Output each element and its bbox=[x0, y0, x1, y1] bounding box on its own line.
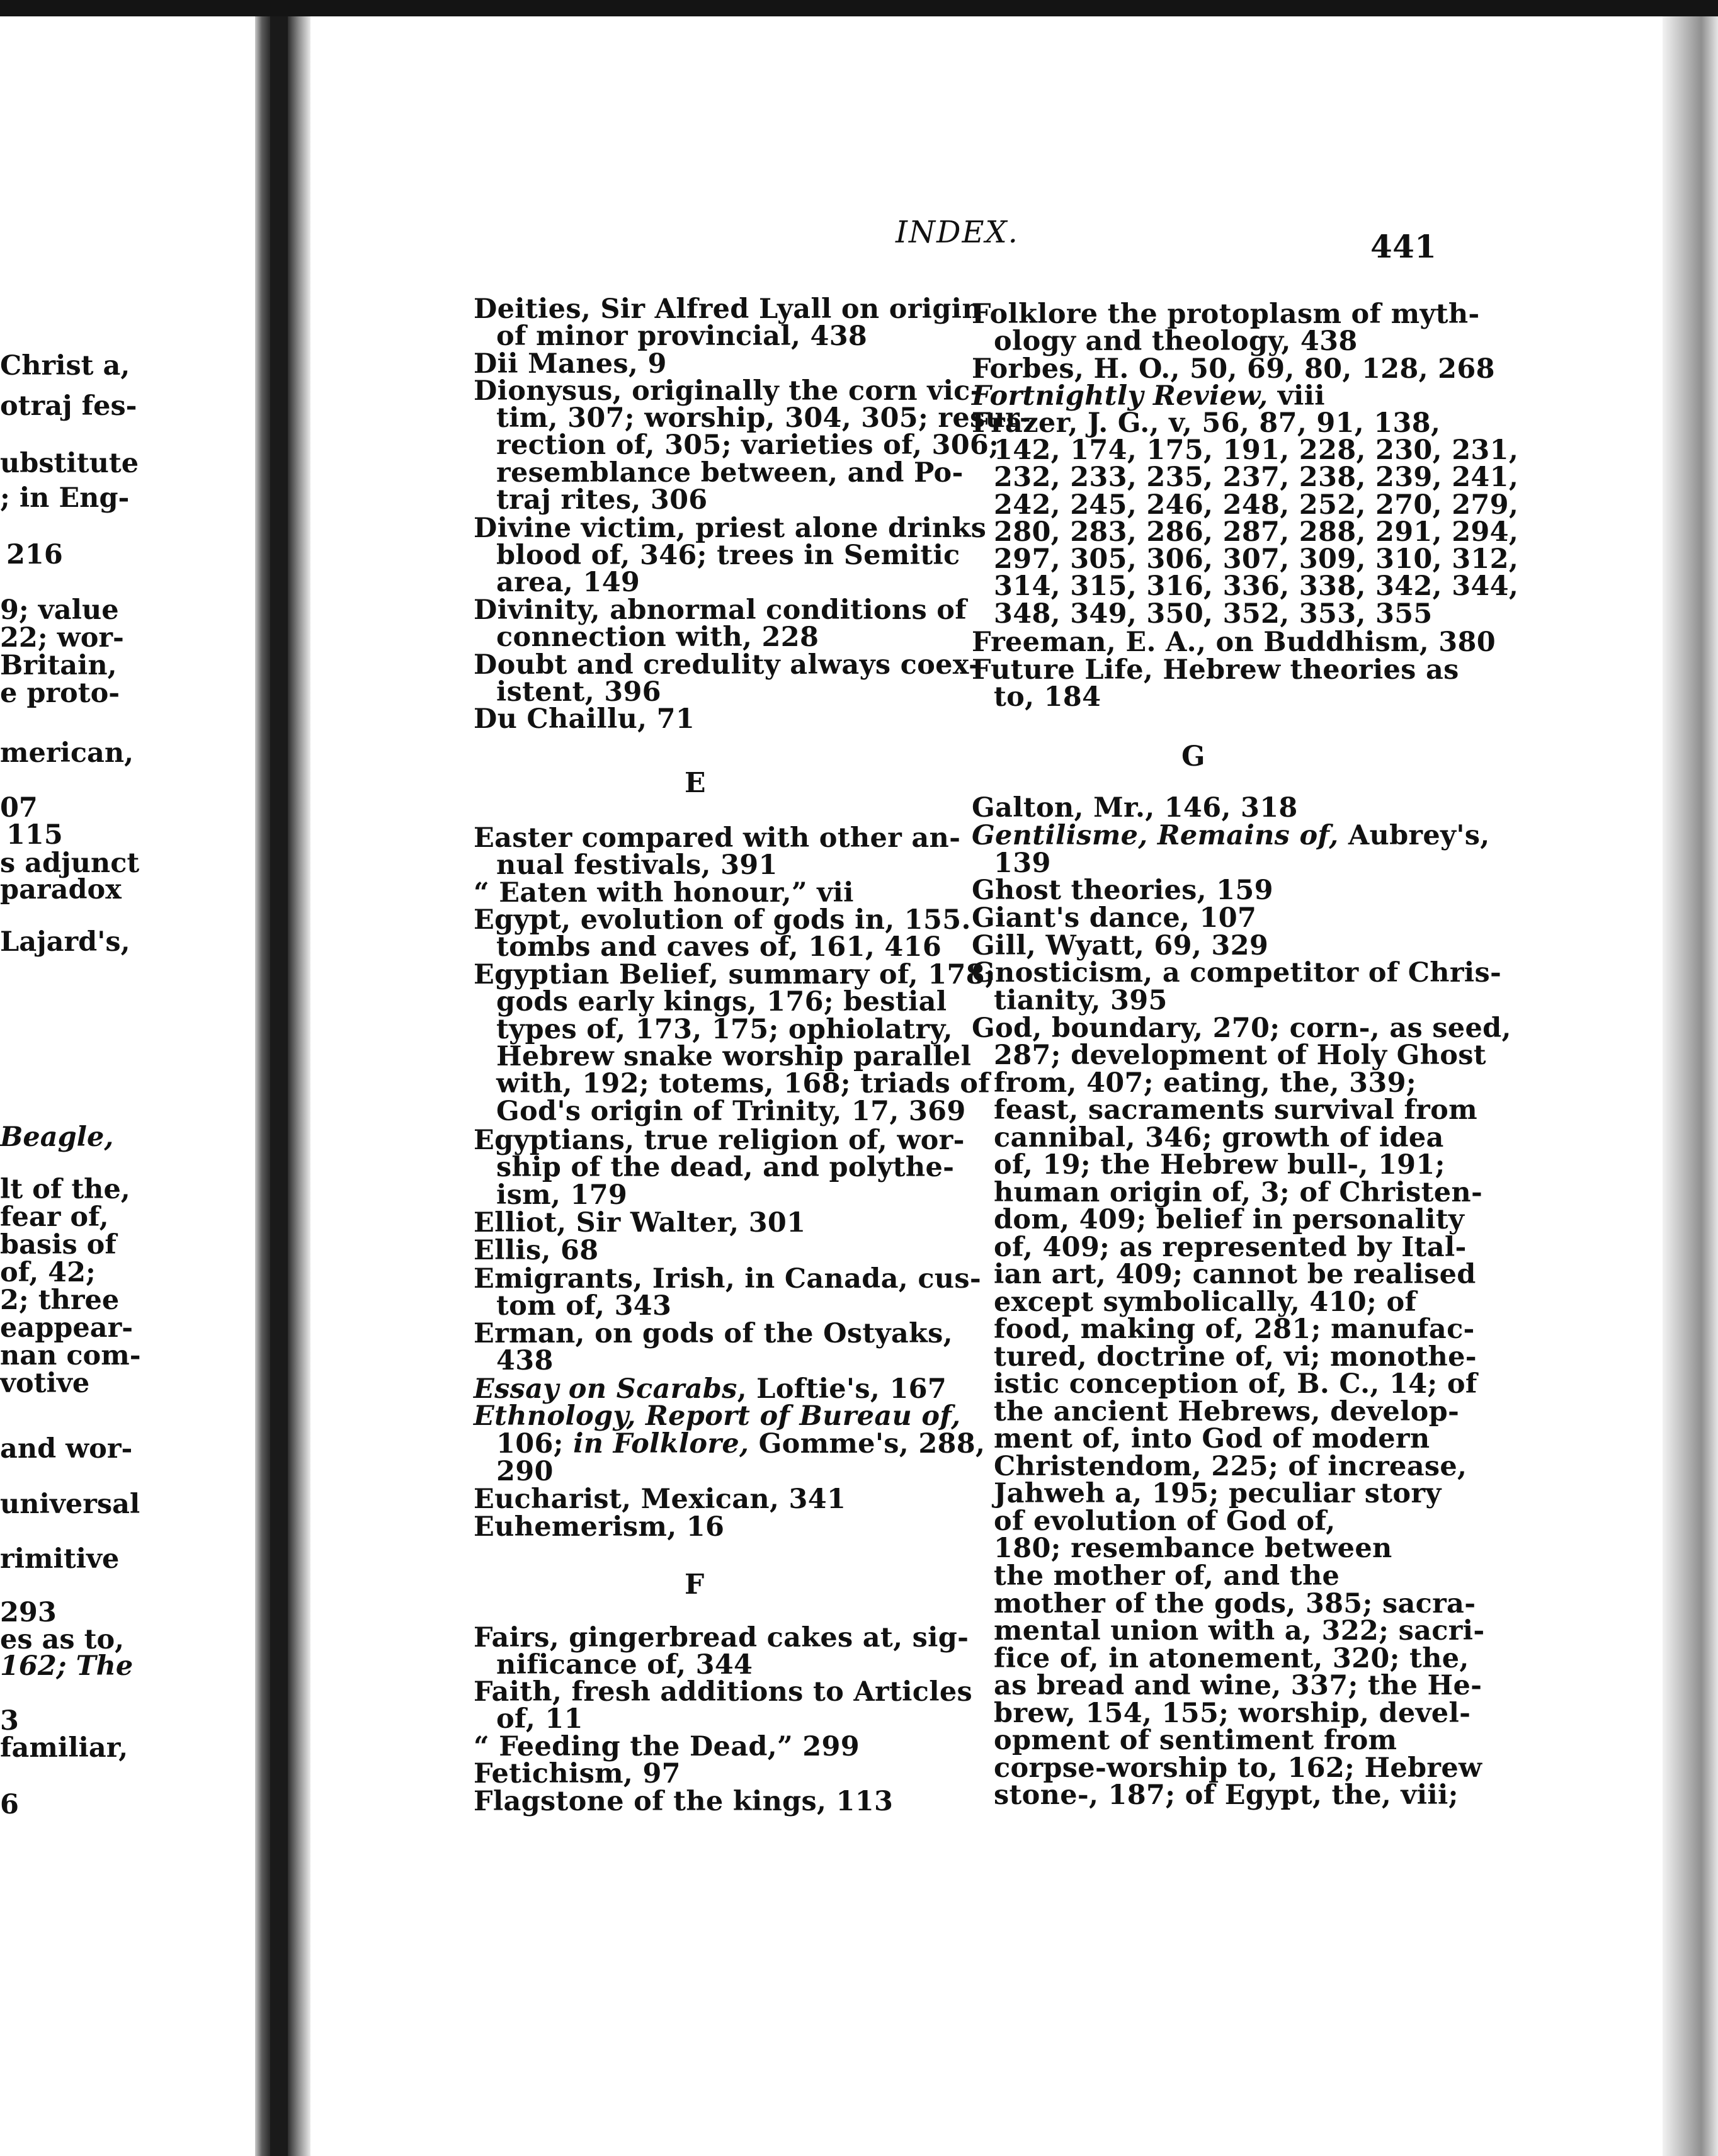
index-line: God's origin of Trinity, 17, 369 bbox=[496, 1096, 966, 1127]
index-line: istent, 396 bbox=[496, 676, 661, 708]
index-line: Doubt and credulity always coex- bbox=[474, 649, 981, 681]
index-line: Du Chaillu, 71 bbox=[474, 703, 695, 735]
index-line: 232, 233, 235, 237, 238, 239, 241, bbox=[994, 462, 1519, 493]
index-line: of evolution of God of, bbox=[994, 1506, 1336, 1537]
left-page-fragment: 162; The bbox=[0, 1650, 134, 1682]
index-line: types of, 173, 175; ophiolatry, bbox=[496, 1014, 953, 1045]
italic-title: Essay on bbox=[474, 1373, 617, 1405]
index-line: “ Feeding the Dead,” 299 bbox=[474, 1731, 860, 1762]
italic-title: Scarabs bbox=[616, 1373, 737, 1405]
left-page-fragment: 9; value bbox=[0, 594, 119, 626]
index-line: corpse-worship to, 162; Hebrew bbox=[994, 1752, 1482, 1784]
index-line: 348, 349, 350, 352, 353, 355 bbox=[994, 598, 1433, 630]
left-page-edge bbox=[0, 16, 265, 2156]
index-line: Divinity, abnormal conditions of bbox=[474, 594, 967, 626]
index-line: ian art, 409; cannot be realised bbox=[994, 1259, 1476, 1290]
index-line: Emigrants, Irish, in Canada, cus- bbox=[474, 1263, 982, 1295]
left-page-fragment: familiar, bbox=[0, 1732, 128, 1764]
index-line: 287; development of Holy Ghost bbox=[994, 1040, 1486, 1071]
index-line bbox=[474, 1373, 947, 1405]
left-page-shadow bbox=[255, 16, 270, 2156]
left-page-fragment: Christ a, bbox=[0, 350, 130, 382]
index-line: to, 184 bbox=[994, 681, 1101, 713]
index-line: Dii Manes, 9 bbox=[474, 348, 667, 380]
index-line: mental union with a, 322; sacri- bbox=[994, 1615, 1485, 1647]
index-line: istic conception of, B. C., 14; of bbox=[994, 1368, 1477, 1400]
spine-edge bbox=[288, 16, 310, 2156]
index-line: Egyptians, true religion of, wor- bbox=[474, 1125, 965, 1156]
index-line: ship of the dead, and polythe- bbox=[496, 1152, 955, 1183]
index-line: Giant's dance, 107 bbox=[972, 902, 1257, 934]
scan-top-border bbox=[0, 0, 1718, 16]
index-line bbox=[474, 1400, 961, 1432]
index-line: rection of, 305; varieties of, 306; bbox=[496, 429, 999, 461]
index-line: Ghost theories, 159 bbox=[972, 875, 1273, 906]
left-page-fragment: votive bbox=[0, 1368, 90, 1399]
index-line: ism, 179 bbox=[496, 1179, 628, 1211]
right-page-edge bbox=[1663, 16, 1718, 2156]
left-page-fragment: Beagle, bbox=[0, 1121, 114, 1153]
index-line: traj rites, 306 bbox=[496, 484, 708, 516]
left-page-fragment: paradox bbox=[0, 874, 122, 905]
index-line: mother of the gods, 385; sacra- bbox=[994, 1588, 1476, 1620]
index-line: blood of, 346; trees in Semitic bbox=[496, 540, 960, 571]
index-line: Hebrew snake worship parallel bbox=[496, 1041, 972, 1072]
index-line: 438 bbox=[496, 1345, 554, 1376]
page-title: INDEX. bbox=[896, 215, 1019, 250]
index-line: tured, doctrine of, vi; monothe- bbox=[994, 1341, 1477, 1373]
index-line: Jahweh a, 195; peculiar story bbox=[994, 1478, 1442, 1509]
left-page-fragment: 22; wor- bbox=[0, 622, 124, 654]
index-line: human origin of, 3; of Christen- bbox=[994, 1177, 1483, 1208]
index-line: of, 11 bbox=[496, 1703, 583, 1735]
index-line: Faith, fresh additions to Articles bbox=[474, 1676, 973, 1708]
left-page-fragment: Britain, bbox=[0, 650, 117, 681]
index-text: , Loftie's, 167 bbox=[737, 1373, 947, 1405]
index-line: ology and theology, 438 bbox=[994, 326, 1358, 357]
italic-title: Report of Bureau of, bbox=[646, 1400, 961, 1432]
index-line: God, boundary, 270; corn-, as seed, bbox=[972, 1013, 1511, 1044]
index-line: 280, 283, 286, 287, 288, 291, 294, bbox=[994, 516, 1519, 548]
index-line: from, 407; eating, the, 339; bbox=[994, 1067, 1417, 1099]
index-line: brew, 154, 155; worship, devel- bbox=[994, 1698, 1471, 1729]
page-number: 441 bbox=[1370, 228, 1437, 265]
index-line bbox=[972, 822, 1490, 849]
index-text: Gomme's, 288, bbox=[758, 1428, 986, 1460]
index-line: Future Life, Hebrew theories as bbox=[972, 654, 1459, 686]
index-line: Egyptian Belief, summary of, 178; bbox=[474, 959, 996, 990]
index-line: Euhemerism, 16 bbox=[474, 1511, 725, 1543]
index-line: tombs and caves of, 161, 416 bbox=[496, 931, 942, 963]
section-letter: F bbox=[685, 1569, 705, 1601]
index-line: fice of, in atonement, 320; the, bbox=[994, 1643, 1469, 1674]
index-line: of, 409; as represented by Ital- bbox=[994, 1232, 1467, 1263]
index-line: Deities, Sir Alfred Lyall on origin bbox=[474, 293, 982, 325]
left-page-fragment: merican, bbox=[0, 737, 134, 769]
index-line: Egypt, evolution of gods in, 155. bbox=[474, 904, 971, 936]
section-letter: E bbox=[685, 767, 706, 799]
index-line: Frazer, J. G., v, 56, 87, 91, 138, bbox=[972, 407, 1441, 439]
index-line: Dionysus, originally the corn vic- bbox=[474, 375, 982, 407]
index-text: viii bbox=[1277, 380, 1325, 412]
left-page-fragment: 216 bbox=[6, 539, 63, 570]
index-line: the ancient Hebrews, develop- bbox=[994, 1396, 1460, 1427]
index-line: of minor provincial, 438 bbox=[496, 321, 868, 352]
index-line: Divine victim, priest alone drinks bbox=[474, 513, 987, 544]
index-line: Eucharist, Mexican, 341 bbox=[474, 1484, 846, 1515]
index-line: Galton, Mr., 146, 318 bbox=[972, 792, 1298, 824]
left-page-fragment: es as to, bbox=[0, 1624, 125, 1655]
left-page-fragment: rimitive bbox=[0, 1543, 120, 1575]
left-page-fragment: and wor- bbox=[0, 1433, 133, 1465]
italic-title: Gentilisme, Remains of, bbox=[972, 820, 1339, 851]
left-page-fragment: ; in Eng- bbox=[0, 482, 130, 514]
index-line: cannibal, 346; growth of idea bbox=[994, 1122, 1444, 1154]
index-text: Aubrey's, bbox=[1348, 820, 1490, 851]
index-line: opment of sentiment from bbox=[994, 1725, 1397, 1756]
index-line bbox=[972, 380, 1325, 412]
left-page-fragment: Lajard's, bbox=[0, 926, 130, 958]
left-page-fragment: 293 bbox=[0, 1597, 57, 1628]
index-line: Gill, Wyatt, 69, 329 bbox=[972, 930, 1269, 962]
left-page-fragment: eappear- bbox=[0, 1312, 134, 1344]
index-line: “ Eaten with honour,” vii bbox=[474, 877, 854, 909]
index-text: 106; bbox=[496, 1428, 564, 1460]
index-line: 290 bbox=[496, 1456, 554, 1487]
index-line: Freeman, E. A., on Buddhism, 380 bbox=[972, 627, 1496, 658]
index-line: Elliot, Sir Walter, 301 bbox=[474, 1207, 806, 1239]
index-line: Fetichism, 97 bbox=[474, 1758, 681, 1790]
index-line: area, 149 bbox=[496, 567, 640, 598]
left-page-fragment: ubstitute bbox=[0, 448, 139, 479]
italic-title: Fortnightly Review, bbox=[972, 380, 1268, 412]
index-line: gods early kings, 176; bestial bbox=[496, 986, 947, 1018]
index-line: Flagstone of the kings, 113 bbox=[474, 1786, 894, 1817]
index-line: the mother of, and the bbox=[994, 1560, 1340, 1592]
index-line: 180; resembance between bbox=[994, 1533, 1392, 1564]
index-line: dom, 409; belief in personality bbox=[994, 1204, 1465, 1235]
index-line: connection with, 228 bbox=[496, 621, 819, 653]
left-page-fragment: of, 42; bbox=[0, 1257, 96, 1288]
index-line: Gnosticism, a competitor of Chris- bbox=[972, 957, 1502, 989]
index-line: Folklore the protoplasm of myth- bbox=[972, 298, 1480, 330]
index-line: Erman, on gods of the Ostyaks, bbox=[474, 1318, 953, 1349]
left-page-fragment: fear of, bbox=[0, 1201, 109, 1233]
index-line: stone-, 187; of Egypt, the, viii; bbox=[994, 1779, 1459, 1811]
index-line: ment of, into God of modern bbox=[994, 1423, 1430, 1455]
section-letter: G bbox=[1181, 740, 1205, 773]
left-page-fragment: 07 bbox=[0, 792, 38, 824]
book-gutter bbox=[270, 16, 288, 2156]
left-page-fragment: e proto- bbox=[0, 678, 120, 709]
index-line: nificance of, 344 bbox=[496, 1649, 753, 1681]
index-line: tom of, 343 bbox=[496, 1290, 672, 1322]
index-line: resemblance between, and Po- bbox=[496, 457, 964, 489]
left-page-fragment: 115 bbox=[6, 819, 63, 851]
left-page-fragment: universal bbox=[0, 1489, 140, 1520]
index-line: feast, sacraments survival from bbox=[994, 1094, 1477, 1126]
index-line: nual festivals, 391 bbox=[496, 849, 778, 881]
left-page-fragment: 2; three bbox=[0, 1285, 120, 1316]
index-line: as bread and wine, 337; the He- bbox=[994, 1670, 1482, 1701]
italic-title: Ethnology, bbox=[474, 1400, 646, 1432]
index-line: with, 192; totems, 168; triads of bbox=[496, 1068, 991, 1099]
left-page-fragment: nan com- bbox=[0, 1340, 141, 1371]
left-page-fragment: lt of the, bbox=[0, 1174, 130, 1205]
index-line: tianity, 395 bbox=[994, 985, 1168, 1016]
left-page-fragment: otraj fes- bbox=[0, 390, 137, 422]
index-line: Ellis, 68 bbox=[474, 1235, 599, 1266]
left-page-fragment: 3 bbox=[0, 1705, 19, 1737]
index-line: Easter compared with other an- bbox=[474, 822, 961, 854]
index-line: 297, 305, 306, 307, 309, 310, 312, bbox=[994, 543, 1519, 575]
index-line: 314, 315, 316, 336, 338, 342, 344, bbox=[994, 570, 1519, 602]
italic-title: in Folklore, bbox=[573, 1428, 749, 1460]
index-line: of, 19; the Hebrew bull-, 191; bbox=[994, 1149, 1445, 1181]
left-page-fragment: basis of bbox=[0, 1229, 117, 1261]
index-line: 139 bbox=[994, 848, 1051, 879]
left-page-fragment: s adjunct bbox=[0, 848, 140, 879]
index-line: 142, 174, 175, 191, 228, 230, 231, bbox=[994, 434, 1519, 466]
index-line: Christendom, 225; of increase, bbox=[994, 1451, 1467, 1482]
index-line: except symbolically, 410; of bbox=[994, 1286, 1417, 1318]
index-line bbox=[496, 1428, 986, 1460]
index-line: Forbes, H. O., 50, 69, 80, 128, 268 bbox=[972, 353, 1495, 385]
index-line: 242, 245, 246, 248, 252, 270, 279, bbox=[994, 489, 1519, 521]
index-line: food, making of, 281; manufac- bbox=[994, 1313, 1475, 1345]
index-line: tim, 307; worship, 304, 305; resur- bbox=[496, 402, 1032, 434]
index-line: Fairs, gingerbread cakes at, sig- bbox=[474, 1622, 969, 1654]
left-page-fragment: 6 bbox=[0, 1789, 19, 1820]
